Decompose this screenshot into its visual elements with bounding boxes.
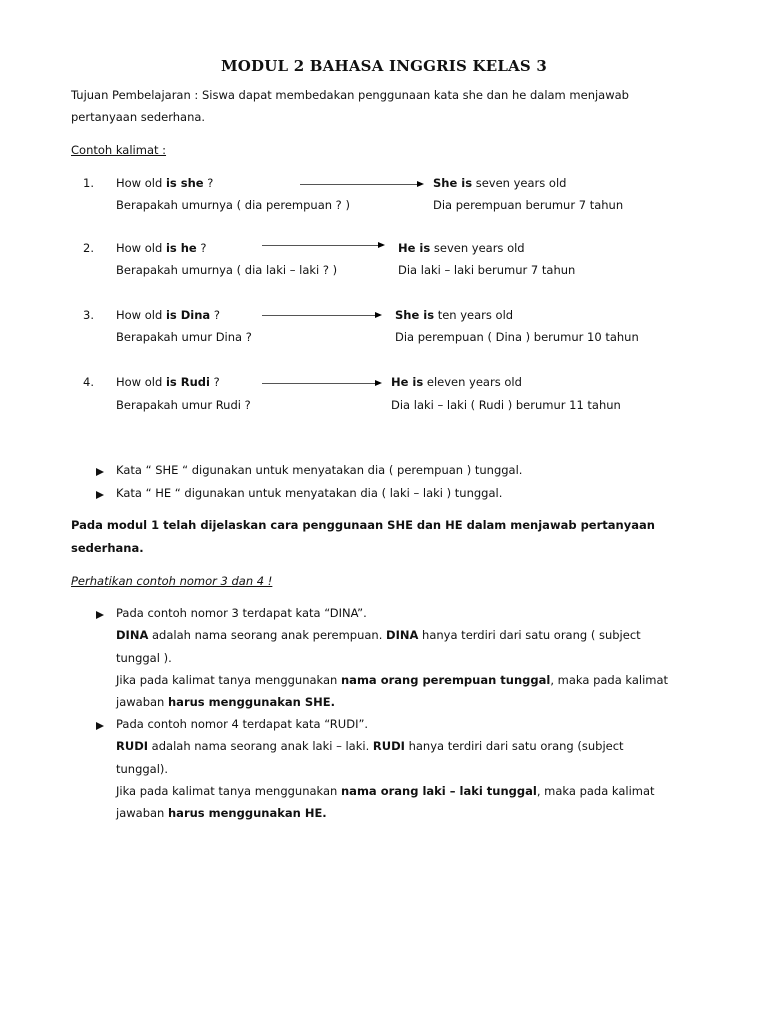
explain-2-head: Pada contoh nomor 4 terdapat kata “RUDI”. — [116, 717, 369, 731]
example-3-answer-post: ten years old — [434, 308, 514, 322]
example-4-answer — [391, 375, 522, 389]
explain-2-line-3 — [116, 784, 655, 798]
explain-1-head: Pada contoh nomor 3 terdapat kata “DINA”. — [116, 606, 367, 620]
arrow-bullet-icon — [96, 611, 104, 619]
example-3-answer — [395, 308, 513, 322]
modul1-line-1: Pada modul 1 telah dijelaskan cara penggunaan SHE dan HE dalam menjawab pertanyaan — [71, 518, 655, 532]
explain-1-text: Jika pada kalimat tanya menggunakan — [116, 673, 341, 687]
example-1-number: 1. — [83, 176, 94, 190]
explain-1-bold: nama orang perempuan tunggal — [341, 673, 551, 687]
example-3-question — [116, 308, 220, 322]
example-2-answer-bold: He is — [398, 241, 431, 255]
explain-2-name: RUDI — [116, 739, 149, 753]
example-1-answer-translation: Dia perempuan berumur 7 tahun — [433, 198, 624, 212]
explain-1-line-3 — [116, 673, 668, 687]
arrow-bullet-icon — [96, 722, 104, 730]
explain-1-name: DINA — [116, 628, 149, 642]
example-4-question — [116, 375, 220, 389]
example-3-answer-translation: Dia perempuan ( Dina ) berumur 10 tahun — [395, 330, 639, 344]
example-1-question-post: ? — [203, 176, 214, 190]
explain-2-line-1 — [116, 739, 624, 753]
explain-2-text: hanya terdiri dari satu orang (subject — [404, 739, 624, 753]
example-3-question-bold: is Dina — [165, 308, 211, 322]
example-3-question-post: ? — [210, 308, 220, 322]
example-2-answer-post: seven years old — [430, 241, 525, 255]
explain-2-name: RUDI — [372, 739, 405, 753]
example-4-answer-post: eleven years old — [423, 375, 522, 389]
example-4-answer-bold: He is — [391, 375, 424, 389]
example-1-question-bold: is she — [165, 176, 204, 190]
page-title: MODUL 2 BAHASA INGGRIS KELAS 3 — [220, 57, 548, 75]
arrow-2-icon — [262, 245, 379, 246]
arrow-4-icon — [262, 383, 376, 384]
kata-he-bullet: Kata “ HE “ digunakan untuk menyatakan dia ( laki – laki ) tunggal. — [116, 486, 503, 500]
example-4-question-translation: Berapakah umur Rudi ? — [116, 398, 251, 412]
example-2-question-post: ? — [196, 241, 207, 255]
explain-1-line-1 — [116, 628, 641, 642]
example-1-question-translation: Berapakah umurnya ( dia perempuan ? ) — [116, 198, 350, 212]
explain-2-line-4 — [116, 806, 327, 820]
example-4-question-bold: is Rudi — [165, 375, 210, 389]
explain-1-text: hanya terdiri dari satu orang ( subject — [418, 628, 641, 642]
explain-1-text: , maka pada kalimat — [550, 673, 669, 687]
arrow-3-icon — [262, 315, 376, 316]
tujuan-line-2: pertanyaan sederhana. — [71, 110, 206, 124]
explain-2-text: jawaban — [116, 806, 168, 820]
explain-2-bold: harus menggunakan HE. — [168, 806, 327, 820]
example-1-question-pre: How old — [116, 176, 166, 190]
example-1-answer-bold: She is — [433, 176, 473, 190]
explain-2-bold: nama orang laki – laki tunggal — [341, 784, 537, 798]
explain-2-text: adalah nama seorang anak laki – laki. — [148, 739, 373, 753]
example-4-answer-translation: Dia laki – laki ( Rudi ) berumur 11 tahun — [391, 398, 621, 412]
explain-2-text: Jika pada kalimat tanya menggunakan — [116, 784, 341, 798]
modul1-line-2: sederhana. — [71, 541, 144, 555]
example-2-answer — [398, 241, 525, 255]
explain-1-bold: harus menggunakan SHE. — [168, 695, 335, 709]
perhatikan-heading: Perhatikan contoh nomor 3 dan 4 ! — [71, 574, 273, 588]
arrow-1-icon — [300, 184, 418, 185]
explain-1-text: adalah nama seorang anak perempuan. — [148, 628, 387, 642]
arrow-bullet-icon — [96, 491, 104, 499]
example-3-number: 3. — [83, 308, 94, 322]
tujuan-line-1: Tujuan Pembelajaran : Siswa dapat membedakan penggunaan kata she dan he dalam menjawab — [71, 88, 629, 102]
example-2-number: 2. — [83, 241, 94, 255]
example-4-number: 4. — [83, 375, 94, 389]
example-1-answer-post: seven years old — [472, 176, 567, 190]
example-2-question-translation: Berapakah umurnya ( dia laki – laki ? ) — [116, 263, 338, 277]
kata-she-bullet: Kata “ SHE “ digunakan untuk menyatakan dia ( perempuan ) tunggal. — [116, 463, 523, 477]
example-3-question-pre: How old — [116, 308, 166, 322]
example-4-question-pre: How old — [116, 375, 166, 389]
explain-1-line-4 — [116, 695, 335, 709]
explain-1-text: jawaban — [116, 695, 168, 709]
example-1-question — [116, 176, 213, 190]
contoh-heading: Contoh kalimat : — [71, 143, 167, 157]
arrow-bullet-icon — [96, 468, 104, 476]
example-2-answer-translation: Dia laki – laki berumur 7 tahun — [398, 263, 576, 277]
explain-2-line-2: tunggal). — [116, 762, 169, 776]
explain-2-text: , maka pada kalimat — [536, 784, 655, 798]
explain-1-line-2: tunggal ). — [116, 651, 172, 665]
example-2-question — [116, 241, 206, 255]
explain-1-name: DINA — [386, 628, 419, 642]
example-1-answer — [433, 176, 566, 190]
example-3-question-translation: Berapakah umur Dina ? — [116, 330, 252, 344]
example-2-question-bold: is he — [165, 241, 197, 255]
example-4-question-post: ? — [209, 375, 220, 389]
example-2-question-pre: How old — [116, 241, 166, 255]
example-3-answer-bold: She is — [395, 308, 435, 322]
